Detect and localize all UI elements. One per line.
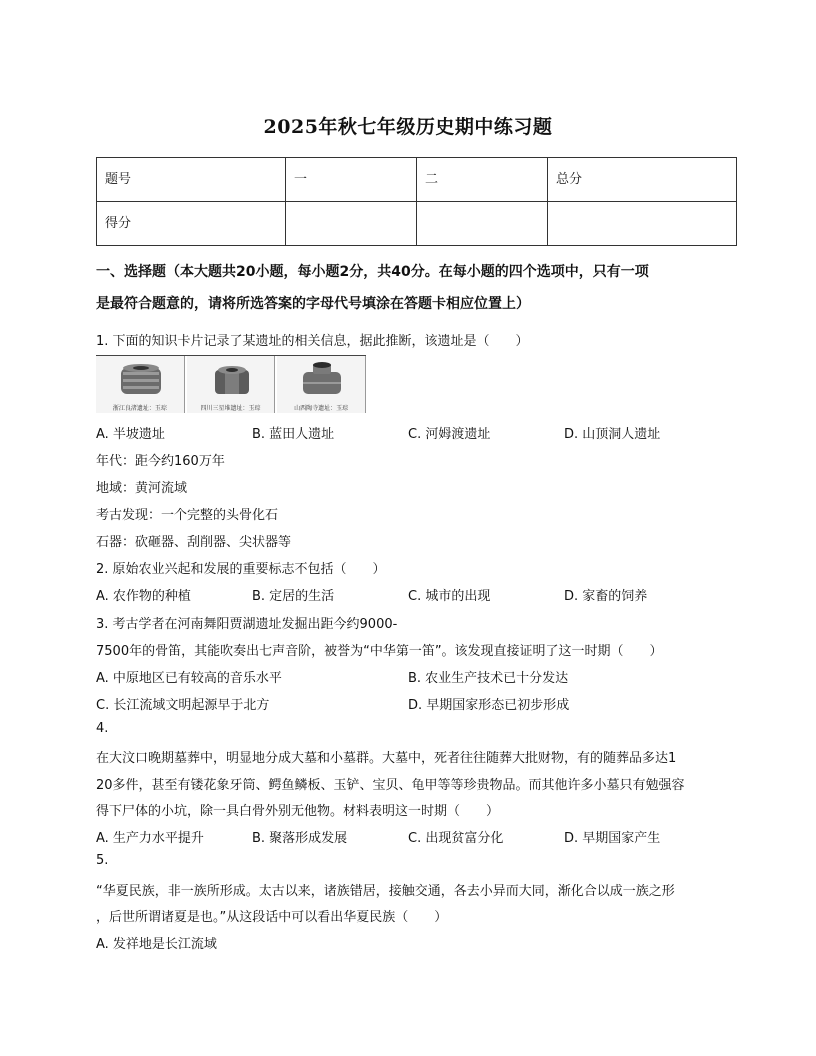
question-3-stem: 3. 考古学者在河南舞阳贾湖遗址发掘出距今约9000- [96, 617, 398, 632]
jade-cong-icon [118, 360, 164, 400]
table-row [97, 158, 737, 202]
table-cell: 一 [286, 158, 417, 202]
q2-option-b[interactable]: B. 定居的生活 [252, 589, 335, 604]
table-cell: 二 [417, 158, 548, 202]
question-5-text: ，后世所谓诸夏是也。”从这段话中可以看出华夏民族（ ） [96, 910, 448, 925]
q3-option-c[interactable]: C. 长江流域文明起源早于北方 [96, 698, 270, 713]
q4-option-c[interactable]: C. 出现贫富分化 [408, 831, 504, 846]
page-title: 2025年秋七年级历史期中练习题 [263, 116, 553, 138]
image-caption: 山西陶寺遗址：玉琮 [294, 405, 349, 412]
table-cell [548, 202, 737, 246]
table-cell [417, 202, 548, 246]
q3-option-a[interactable]: A. 中原地区已有较高的音乐水平 [96, 671, 282, 686]
q3-option-b[interactable]: B. 农业生产技术已十分发达 [408, 671, 569, 686]
q1-option-c[interactable]: C. 河姆渡遗址 [408, 427, 491, 442]
q4-option-b[interactable]: B. 聚落形成发展 [252, 831, 348, 846]
question-3-stem-cont: 7500年的骨笛，其能吹奏出七声音阶，被誉为“中华第一笛”。该发现直接证明了这一时期（ ） [96, 644, 663, 659]
jade-cong-image [96, 356, 185, 413]
q1-option-b[interactable]: B. 蓝田人遗址 [252, 427, 335, 442]
jade-cong-image [187, 356, 276, 413]
q4-option-d[interactable]: D. 早期国家产生 [564, 831, 661, 846]
q1-option-a[interactable]: A. 半坡遗址 [96, 427, 165, 442]
q2-option-c[interactable]: C. 城市的出现 [408, 589, 491, 604]
question-1-stem: 1. 下面的知识卡片记录了某遗址的相关信息，据此推断，该遗址是（ ） [96, 334, 529, 349]
knowledge-card-line: 石器：砍砸器、刮削器、尖状器等 [96, 535, 292, 550]
section-heading-cont: 是最符合题意的，请将所选答案的字母代号填涂在答题卡相应位置上） [96, 296, 530, 312]
question-2-stem: 2. 原始农业兴起和发展的重要标志不包括（ ） [96, 562, 386, 577]
q5-option-a[interactable]: A. 发祥地是长江流域 [96, 937, 217, 952]
knowledge-card-line: 地域：黄河流域 [96, 481, 188, 496]
table-row [97, 202, 737, 246]
q1-option-d[interactable]: D. 山顶洞人遗址 [564, 427, 661, 442]
jade-cong-icon [299, 360, 345, 400]
question-4-text: 20多件，甚至有镂花象牙筒、鳄鱼鳞板、玉铲、宝贝、龟甲等等珍贵物品。而其他许多小墓只有勉强容 [96, 778, 685, 793]
image-caption: 浙江良渚遗址：玉琮 [112, 405, 167, 412]
q2-option-a[interactable]: A. 农作物的种植 [96, 589, 191, 604]
question-4-text: 在大汶口晚期墓葬中，明显地分成大墓和小墓群。大墓中，死者往往随葬大批财物，有的随葬品多达1 [96, 751, 677, 766]
question-4-text: 得下尸体的小坑，除一具白骨外别无他物。材料表明这一时期（ ） [96, 804, 500, 819]
question-4-number: 4. [96, 721, 109, 736]
image-caption: 四川三星堆遗址：玉琮 [200, 405, 261, 412]
question-5-number: 5. [96, 853, 109, 868]
q2-option-d[interactable]: D. 家畜的饲养 [564, 589, 648, 604]
table-cell [286, 202, 417, 246]
q4-option-a[interactable]: A. 生产力水平提升 [96, 831, 204, 846]
q3-option-d[interactable]: D. 早期国家形态已初步形成 [408, 698, 570, 713]
jade-cong-images [96, 355, 366, 413]
question-5-text: “华夏民族，非一族所形成。太古以来，诸族错居，接触交通，各去小异而大同，渐化合以成一族之形 [96, 884, 675, 899]
section-heading: 一、选择题（本大题共20小题，每小题2分，共40分。在每小题的四个选项中，只有一项 [96, 264, 649, 280]
jade-cong-image [277, 356, 366, 413]
score-table [96, 157, 737, 246]
table-cell: 得分 [97, 202, 286, 246]
jade-cong-icon [209, 360, 255, 400]
knowledge-card-line: 考古发现：一个完整的头骨化石 [96, 508, 279, 523]
knowledge-card-line: 年代：距今约160万年 [96, 454, 225, 469]
table-cell: 题号 [97, 158, 286, 202]
table-cell: 总分 [548, 158, 737, 202]
